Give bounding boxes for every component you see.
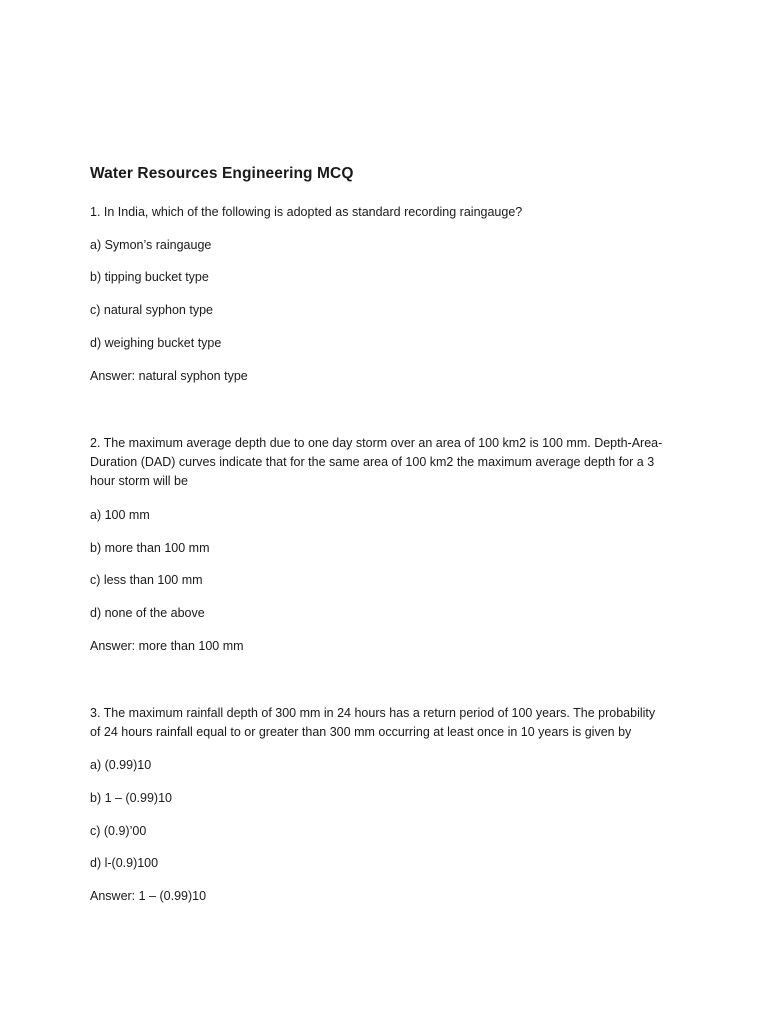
question-3-option-b: b) 1 – (0.99)10 xyxy=(90,791,172,805)
question-2-text-line-3: hour storm will be xyxy=(90,474,188,488)
question-3-option-a: a) (0.99)10 xyxy=(90,758,152,772)
question-1-text: 1. In India, which of the following is adopted as standard recording raingauge? xyxy=(90,205,523,219)
question-1-option-c: c) natural syphon type xyxy=(90,303,213,317)
question-3-option-d: d) l-(0.9)100 xyxy=(90,856,159,870)
question-2-option-c: c) less than 100 mm xyxy=(90,573,203,587)
question-1-option-b: b) tipping bucket type xyxy=(90,270,209,284)
question-2-text-line-1: 2. The maximum average depth due to one day storm over an area of 100 km2 is 100 mm. Depth-Area- xyxy=(90,436,663,450)
question-3-text-line-2: of 24 hours rainfall equal to or greater than 300 mm occurring at least once in 10 years is given by xyxy=(90,725,632,739)
question-3-answer: Answer: 1 – (0.99)10 xyxy=(90,889,207,903)
question-1-option-a: a) Symon’s raingauge xyxy=(90,238,212,252)
document-title: Water Resources Engineering MCQ xyxy=(90,165,354,182)
question-2-answer: Answer: more than 100 mm xyxy=(90,639,244,653)
question-2-text-line-2: Duration (DAD) curves indicate that for the same area of 100 km2 the maximum average depth for a 3 xyxy=(90,455,655,469)
question-2-option-d: d) none of the above xyxy=(90,606,205,620)
question-2-option-b: b) more than 100 mm xyxy=(90,541,210,555)
question-1-answer: Answer: natural syphon type xyxy=(90,369,248,383)
question-3-text-line-1: 3. The maximum rainfall depth of 300 mm in 24 hours has a return period of 100 years. The probability xyxy=(90,706,656,720)
question-1-option-d: d) weighing bucket type xyxy=(90,336,222,350)
question-3-option-c: c) (0.9)’00 xyxy=(90,824,147,838)
question-2-option-a: a) 100 mm xyxy=(90,508,150,522)
